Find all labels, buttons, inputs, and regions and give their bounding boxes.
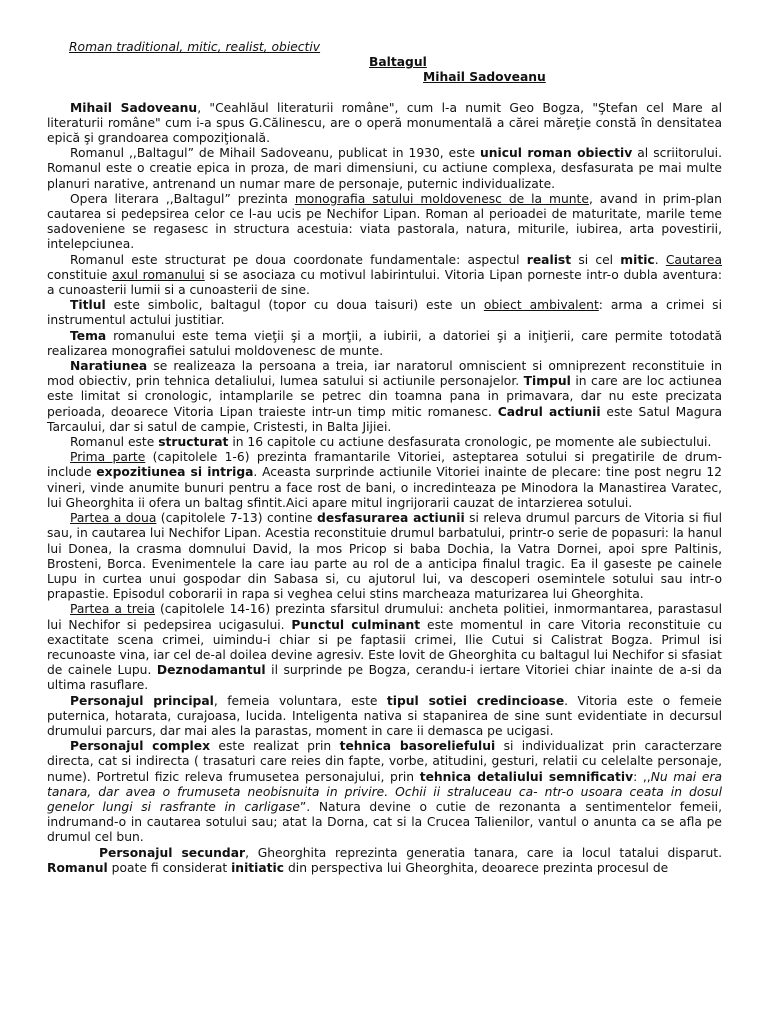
bold-text: Mihail Sadoveanu: [70, 100, 198, 115]
text: din perspectiva lui Gheorghita, deoarece prezinta procesul de: [284, 860, 669, 875]
bold-text: Personajul principal: [70, 693, 214, 708]
bold-text: Tema: [70, 328, 107, 343]
bold-text: realist: [526, 252, 572, 267]
text: Romanul ,,Baltagul” de Mihail Sadoveanu, publicat in 1930, este: [70, 146, 481, 161]
text: il surprinde pe Bogza, cerandu-i iertare Vitoriei chiar inainte de a-si da ultima rasuflare.: [47, 663, 723, 693]
bold-text: Punctul culminant: [291, 617, 421, 632]
italic-quote: Nu mai era tanara, dar avea o frumuseta neobisnuita in privire. Ochii ii straluceau ca- ntr-o usoara ceata in dosul genelor lungi si rasfrante in carligase: [47, 769, 722, 814]
text: , Gheorghita reprezinta generatia tanara, care ia locul tatalui disparut.: [245, 845, 723, 860]
bold-text: tehnica detaliului semnificativ: [419, 769, 634, 784]
underlined-text: Partea a treia: [70, 602, 156, 617]
paragraph-main-character: [47, 694, 722, 740]
text: in care are loc actiunea este limitat si cronologic, intamplarile se petrec din toamna pana in primavara, dar nu este precizata perioada, deoarece Vitoria Lipan traieste intr-un timp mitic romanesc.: [47, 374, 722, 419]
text: este Satul Magura Tarcaului, dar si satul de campie, Cristesti, in Balta Jijiei.: [47, 404, 722, 434]
underlined-text: obiect ambivalent: [483, 298, 599, 313]
paragraph-structure: [47, 435, 722, 450]
bold-text: Titlul: [70, 298, 106, 313]
paragraph-part-one: [47, 450, 722, 511]
text: se realizeaza la persoana a treia, iar naratorul omniscient si omniprezent reconstituie in mod obiectiv, prin tehnica detaliului, lumea satului si actiunile personajelor.: [47, 359, 722, 389]
underlined-text: axul romanului: [111, 267, 205, 282]
text: , femeia voluntara, este: [213, 693, 387, 708]
text: , avand in prim-plan cautarea si pedepsirea celor ce l-au ucis pe Nechifor Lipan. Roman al perioadei de maturitate, marile teme sadoveniene se regasesc in structura acestuia: viata pastorala, natura, miturile, iubirea, arta povestirii, intelepciunea.: [47, 191, 722, 252]
text: . Vitoria este o femeie puternica, hotarata, curajoasa, lucida. Inteligenta nativa si stapanirea de sine sunt evidentiate in decursul drumului parcurs, dar mai ales la parastas, moment in care ii demasca pe ucigasi.: [47, 693, 722, 738]
bold-text: structurat: [158, 435, 229, 450]
paragraph-monograph: [47, 192, 722, 253]
text: si se asociaza cu motivul labirintului. Vitoria Lipan porneste intr-o dubla aventura: a cunoasterii lumii si a cunoasterii de sine.: [47, 267, 723, 298]
text: (capitolele 1-6) prezinta framantarile Vitoriei, asteptarea sotului si pregatirile de drum- include: [47, 450, 722, 480]
text: si releva drumul parcurs de Vitoria si fiul sau, in cautarea lui Nechifor Lipan. Acestia reconstituie drumul barbatului, printr-o serie de popasuri: la hanul lui Donea, la crasma domnului David, la mos Pricop si baba Dochia, la Vatra Dornei, apoi spre Paltinis, Brosteni, Borca. Evenimentele la care iau parte au rol de a anticipa finalul tragic. Ea il gaseste pe cainele Lupu in curtea unui gospodar din Sabasa si, cu ajutorul lui, va descoperi osemintele sotului sau intr-o prapastie. Episodul coborarii in rapa si veghea celui stins marcheaza maturizarea lui Gheorghita.: [47, 511, 723, 602]
bold-text: expozitiunea si intriga: [96, 465, 254, 480]
text: si cel: [571, 252, 621, 267]
bold-text: Deznodamantul: [156, 663, 266, 678]
paragraph-part-three: [47, 602, 722, 693]
text: este momentul in care Vitoria reconstituie cu exactitate scena crimei, uimindu-i chiar si pe faptasii crimei, Ilie Cutui si Calistrat Bogza. Primul isi recunoaste vina, iar cel de-al doilea devine agresiv. Este lovit de Gheorghita cu baltagul lui Nechifor si sfasiat de cainele Lupu.: [47, 617, 722, 678]
text: este simbolic, baltagul (topor cu doua taisuri) este un: [105, 298, 484, 313]
bold-text: unicul roman obiectiv: [480, 146, 633, 161]
text: : ,,: [633, 769, 651, 784]
text: .: [654, 252, 666, 267]
text: ”. Natura devine o cutie de rezonanta a sentimentelor femeii, indrumand-o in cautarea sotului sau; atat la Dorna, cat si la Crucea Talienilor, vantul o anunta ca se afla pe drumul cel bun.: [47, 799, 722, 845]
bold-text: Personajul secundar: [99, 845, 246, 860]
paragraph-intro: [47, 101, 722, 147]
bold-text: tipul sotiei credincioase: [386, 693, 565, 708]
paragraph-secondary-character: [47, 846, 722, 876]
document-title: Baltagul: [369, 55, 427, 70]
paragraph-coordinates: [47, 253, 722, 299]
text: Opera literara ,,Baltagul” prezinta: [70, 191, 295, 206]
text: : arma a crimei si instrumentul actului justitiar.: [47, 298, 722, 328]
text: (capitolele 7-13) contine: [156, 511, 318, 526]
underlined-text: monografia satului moldovenesc de la munte: [294, 191, 589, 206]
text: este realizat prin: [210, 739, 340, 754]
text: Romanul este: [70, 435, 159, 450]
text: Romanul este structurat pe doua coordonate fundamentale: aspectul: [70, 252, 527, 267]
paragraph-novel-objective: [47, 146, 722, 192]
bold-text: Romanul: [47, 860, 108, 875]
spacer: [47, 86, 722, 101]
text: . Aceasta surprinde actiunile Vitoriei inainte de plecare: tine post negru 12 vineri, vinde anumite bunuri pentru a face rost de bani, o incredinteaza pe Minodora la Manastirea Varatec, lui Gheorghita ii ofera un baltag sfintit.Aici apare mitul ingrijorarii cauzat de intarzierea sotului.: [47, 465, 722, 510]
text: poate fi considerat: [107, 860, 232, 875]
paragraph-narration: [47, 359, 722, 435]
document-subtitle: Roman traditional, mitic, realist, obiectiv: [69, 40, 321, 54]
bold-text: mitic: [620, 252, 655, 267]
bold-text: Personajul complex: [70, 739, 211, 754]
bold-text: Cadrul actiunii: [497, 404, 601, 419]
underlined-text: Partea a doua: [70, 511, 157, 526]
underlined-text: Cautarea: [665, 252, 723, 267]
text: in 16 capitole cu actiune desfasurata cronologic, pe momente ale subiectului.: [228, 435, 712, 450]
text: al scriitorului. Romanul este o creatie epica in proza, de mari dimensiuni, cu actiune complexa, desfasurata pe mai multe planuri narative, antrenand un numar mare de personaje, puternic individualizate.: [47, 146, 722, 191]
text: (capitolele 14-16) prezinta sfarsitul drumului: ancheta politiei, inmormantarea, parastasul lui Nechifor si pedepsirea ucigasului.: [47, 602, 723, 632]
paragraph-theme: [47, 329, 722, 359]
paragraph-part-two: [47, 511, 722, 602]
text: , "Ceahlăul literaturii române", cum l-a numit Geo Bogza, "Ştefan cel Mare al literaturii române" cum i-a spus G.Călinescu, are o operă monumentală a cărei măreţie constă în densitatea epică şi grandoarea compoziţională.: [47, 100, 722, 146]
bold-text: Naratiunea: [70, 359, 148, 374]
text: si individualizat prin caracterzare directa, cat si indirecta ( trasaturi care reies din fapte, vorbe, atitudini, gesturi, relatii cu celelalte personaje, nume). Portretul fizic releva frumusetea personajului, prin: [47, 739, 722, 784]
document: [47, 40, 722, 876]
underlined-text: Prima parte: [70, 450, 146, 465]
bold-text: tehnica basoreliefului: [339, 739, 496, 754]
bold-text: Timpul: [523, 374, 571, 389]
text: constituie: [47, 267, 112, 282]
paragraph-title: [47, 298, 722, 328]
bold-text: initiatic: [231, 860, 285, 875]
text: romanului este tema vieţii şi a morţii, a iubirii, a datoriei şi a iniţierii, care permite totodată realizarea monografiei satului moldovenesc de munte.: [47, 328, 722, 358]
bold-text: desfasurarea actiunii: [317, 511, 465, 526]
paragraph-complex-character: [47, 739, 722, 845]
document-author: Mihail Sadoveanu: [423, 70, 546, 85]
